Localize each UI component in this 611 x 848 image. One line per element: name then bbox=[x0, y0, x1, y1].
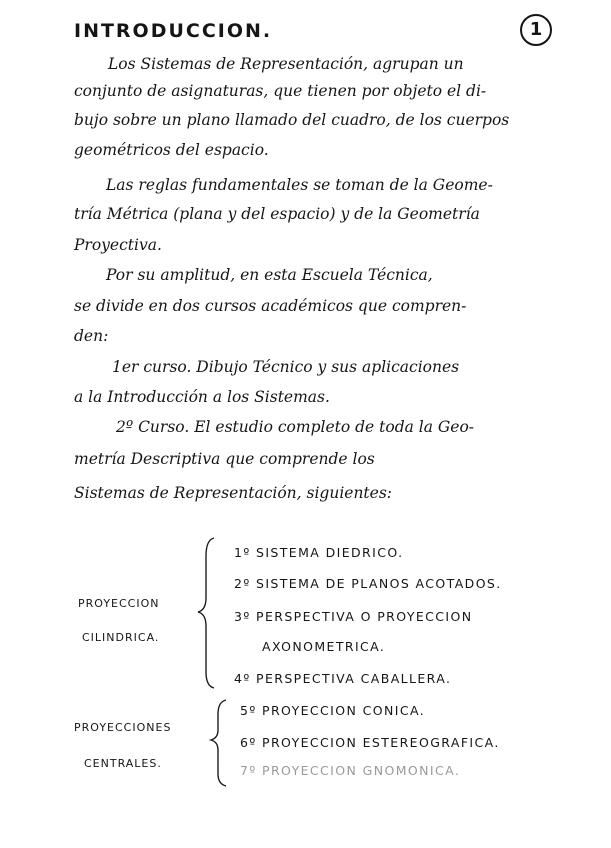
paragraph-line: bujo sobre un plano llamado del cuadro, de los cuerpos bbox=[74, 111, 510, 129]
group-label-centrales: PROYECCIONES bbox=[74, 721, 172, 734]
system-item: 5º PROYECCION CONICA. bbox=[240, 703, 426, 718]
paragraph-line: conjunto de asignaturas, que tienen por objeto el di- bbox=[74, 82, 487, 100]
paragraph-line: Proyectiva. bbox=[74, 236, 162, 254]
system-item: 6º PROYECCION ESTEREOGRAFICA. bbox=[240, 735, 500, 750]
brace-cilindrica bbox=[198, 538, 214, 688]
paragraph-line: 1er curso. Dibujo Técnico y sus aplicaciones bbox=[112, 358, 460, 376]
paragraph-line: 2º Curso. El estudio completo de toda la Geo- bbox=[116, 418, 475, 436]
paragraph-line: a la Introducción a los Sistemas. bbox=[74, 388, 330, 406]
page-title: INTRODUCCION. bbox=[74, 20, 273, 42]
paragraph-line: Los Sistemas de Representación, agrupan un bbox=[108, 55, 464, 73]
paragraph-line: Sistemas de Representación, siguientes: bbox=[74, 484, 393, 502]
paragraph-line: den: bbox=[74, 327, 109, 345]
group-label-cilindrica: PROYECCION bbox=[78, 597, 160, 610]
system-item: 1º SISTEMA DIEDRICO. bbox=[234, 545, 404, 560]
paragraph-line: Por su amplitud, en esta Escuela Técnica, bbox=[106, 266, 433, 284]
system-item: 2º SISTEMA DE PLANOS ACOTADOS. bbox=[234, 576, 502, 591]
paragraph-line: se divide en dos cursos académicos que compren- bbox=[74, 297, 467, 315]
system-item: 7º PROYECCION GNOMONICA. bbox=[240, 763, 461, 778]
paragraph-line: Las reglas fundamentales se toman de la Geome- bbox=[106, 176, 493, 194]
group-label-cilindrica: CILINDRICA. bbox=[82, 631, 160, 644]
paragraph-line: metría Descriptiva que comprende los bbox=[74, 450, 375, 468]
system-item: 3º PERSPECTIVA O PROYECCION bbox=[234, 609, 473, 624]
paragraph-line: tría Métrica (plana y del espacio) y de la Geometría bbox=[74, 205, 480, 223]
page-number: 1 bbox=[520, 14, 552, 46]
paragraph-line: geométricos del espacio. bbox=[74, 141, 269, 159]
brace-centrales bbox=[211, 700, 226, 786]
system-item: AXONOMETRICA. bbox=[262, 639, 386, 654]
group-label-centrales: CENTRALES. bbox=[84, 757, 162, 770]
system-item: 4º PERSPECTIVA CABALLERA. bbox=[234, 671, 452, 686]
